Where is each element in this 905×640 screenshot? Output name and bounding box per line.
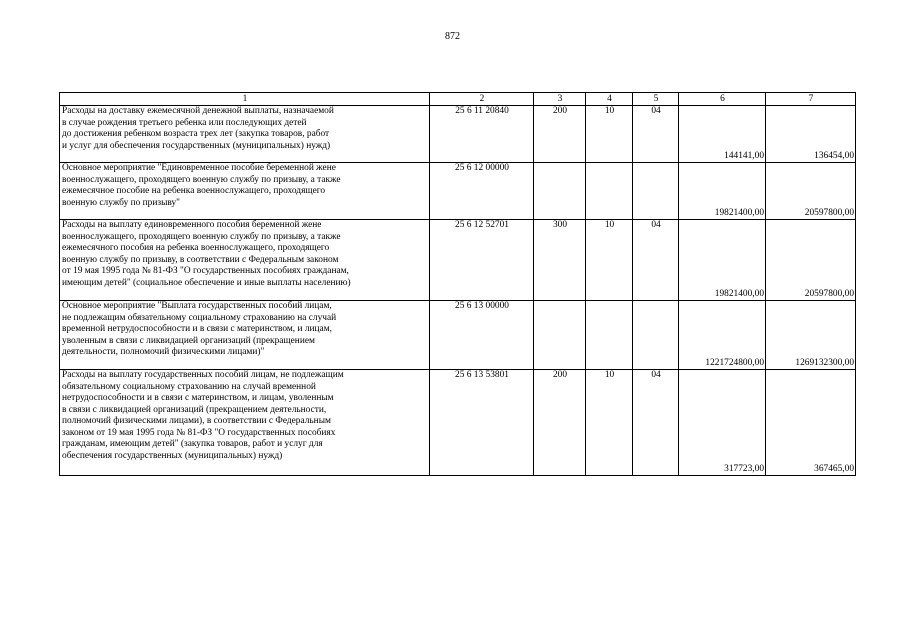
row-col5: 04 xyxy=(633,106,679,163)
column-header-5: 5 xyxy=(633,93,679,106)
row-col4: 10 xyxy=(586,370,633,476)
table-header-row xyxy=(60,93,856,106)
row-col7: 136454,00 xyxy=(766,106,856,163)
row-col5: 04 xyxy=(633,220,679,301)
row-description: Основное мероприятие "Выплата государственных пособий лицам, не подлежащим обязательному социальному страхованию на случай временной нетрудоспособности и в связи с материнством, и лицам, уволенным в связи с ликвидацией организаций (прекращением деятельности, полномочий физическими лицами)" xyxy=(60,301,430,370)
row-col7: 367465,00 xyxy=(766,370,856,476)
row-code: 25 6 13 00000 xyxy=(430,301,534,370)
table-row xyxy=(60,370,856,476)
row-col5 xyxy=(633,163,679,220)
row-col3: 300 xyxy=(534,220,586,301)
row-col7: 20597800,00 xyxy=(766,220,856,301)
column-header-3: 3 xyxy=(534,93,586,106)
row-col4: 10 xyxy=(586,106,633,163)
row-col4 xyxy=(586,163,633,220)
row-col3 xyxy=(534,301,586,370)
row-description: Расходы на выплату единовременного пособия беременной жене военнослужащего, проходящего военную службу по призыву, а также ежемесячного пособия на ребенка военнослужащего, проходящего военную службу по призыву, в соответствии с Федеральным законом от 19 мая 1995 года № 81-ФЗ "О государственных пособиях гражданам, имеющим детей" (социальное обеспечение и иные выплаты населению) xyxy=(60,220,430,301)
row-col7: 20597800,00 xyxy=(766,163,856,220)
row-col5: 04 xyxy=(633,370,679,476)
row-col3 xyxy=(534,163,586,220)
column-header-1: 1 xyxy=(60,93,430,106)
column-header-2: 2 xyxy=(430,93,534,106)
row-col5 xyxy=(633,301,679,370)
row-col3: 200 xyxy=(534,370,586,476)
row-code: 25 6 11 20840 xyxy=(430,106,534,163)
table-row xyxy=(60,163,856,220)
row-description: Расходы на выплату государственных пособий лицам, не подлежащим обязательному социальному страхованию на случай временной нетрудоспособности и в связи с материнством, и лицам, уволенным в связи с ликвидацией организаций (прекращением деятельности, полномочий физическими лицами), в соответствии с Федеральным законом от 19 мая 1995 года № 81-ФЗ "О государственных пособиях гражданам, имеющим детей" (закупка товаров, работ и услуг для обеспечения государственных (муниципальных) нужд) xyxy=(60,370,430,476)
row-col4 xyxy=(586,301,633,370)
row-description: Расходы на доставку ежемесячной денежной выплаты, назначаемой в случае рождения третьего ребенка или последующих детей до достижения ребенком возраста трех лет (закупка товаров, работ и услуг для обеспечения государственных (муниципальных) нужд) xyxy=(60,106,430,163)
table-row xyxy=(60,106,856,163)
column-header-4: 4 xyxy=(586,93,633,106)
table-row xyxy=(60,220,856,301)
row-col3: 200 xyxy=(534,106,586,163)
row-col7: 1269132300,00 xyxy=(766,301,856,370)
row-code: 25 6 13 53801 xyxy=(430,370,534,476)
row-code: 25 6 12 00000 xyxy=(430,163,534,220)
row-code: 25 6 12 52701 xyxy=(430,220,534,301)
budget-table xyxy=(59,92,856,476)
table-row xyxy=(60,301,856,370)
page-number: 872 xyxy=(445,31,460,42)
row-col6: 1221724800,00 xyxy=(679,301,766,370)
row-col6: 19821400,00 xyxy=(679,163,766,220)
row-col4: 10 xyxy=(586,220,633,301)
row-col6: 317723,00 xyxy=(679,370,766,476)
column-header-6: 6 xyxy=(679,93,766,106)
row-col6: 19821400,00 xyxy=(679,220,766,301)
row-col6: 144141,00 xyxy=(679,106,766,163)
column-header-7: 7 xyxy=(766,93,856,106)
row-description: Основное мероприятие "Единовременное пособие беременной жене военнослужащего, проходящего военную службу по призыву, а также ежемесячное пособие на ребенка военнослужащего, проходящего военную службу по призыву" xyxy=(60,163,430,220)
